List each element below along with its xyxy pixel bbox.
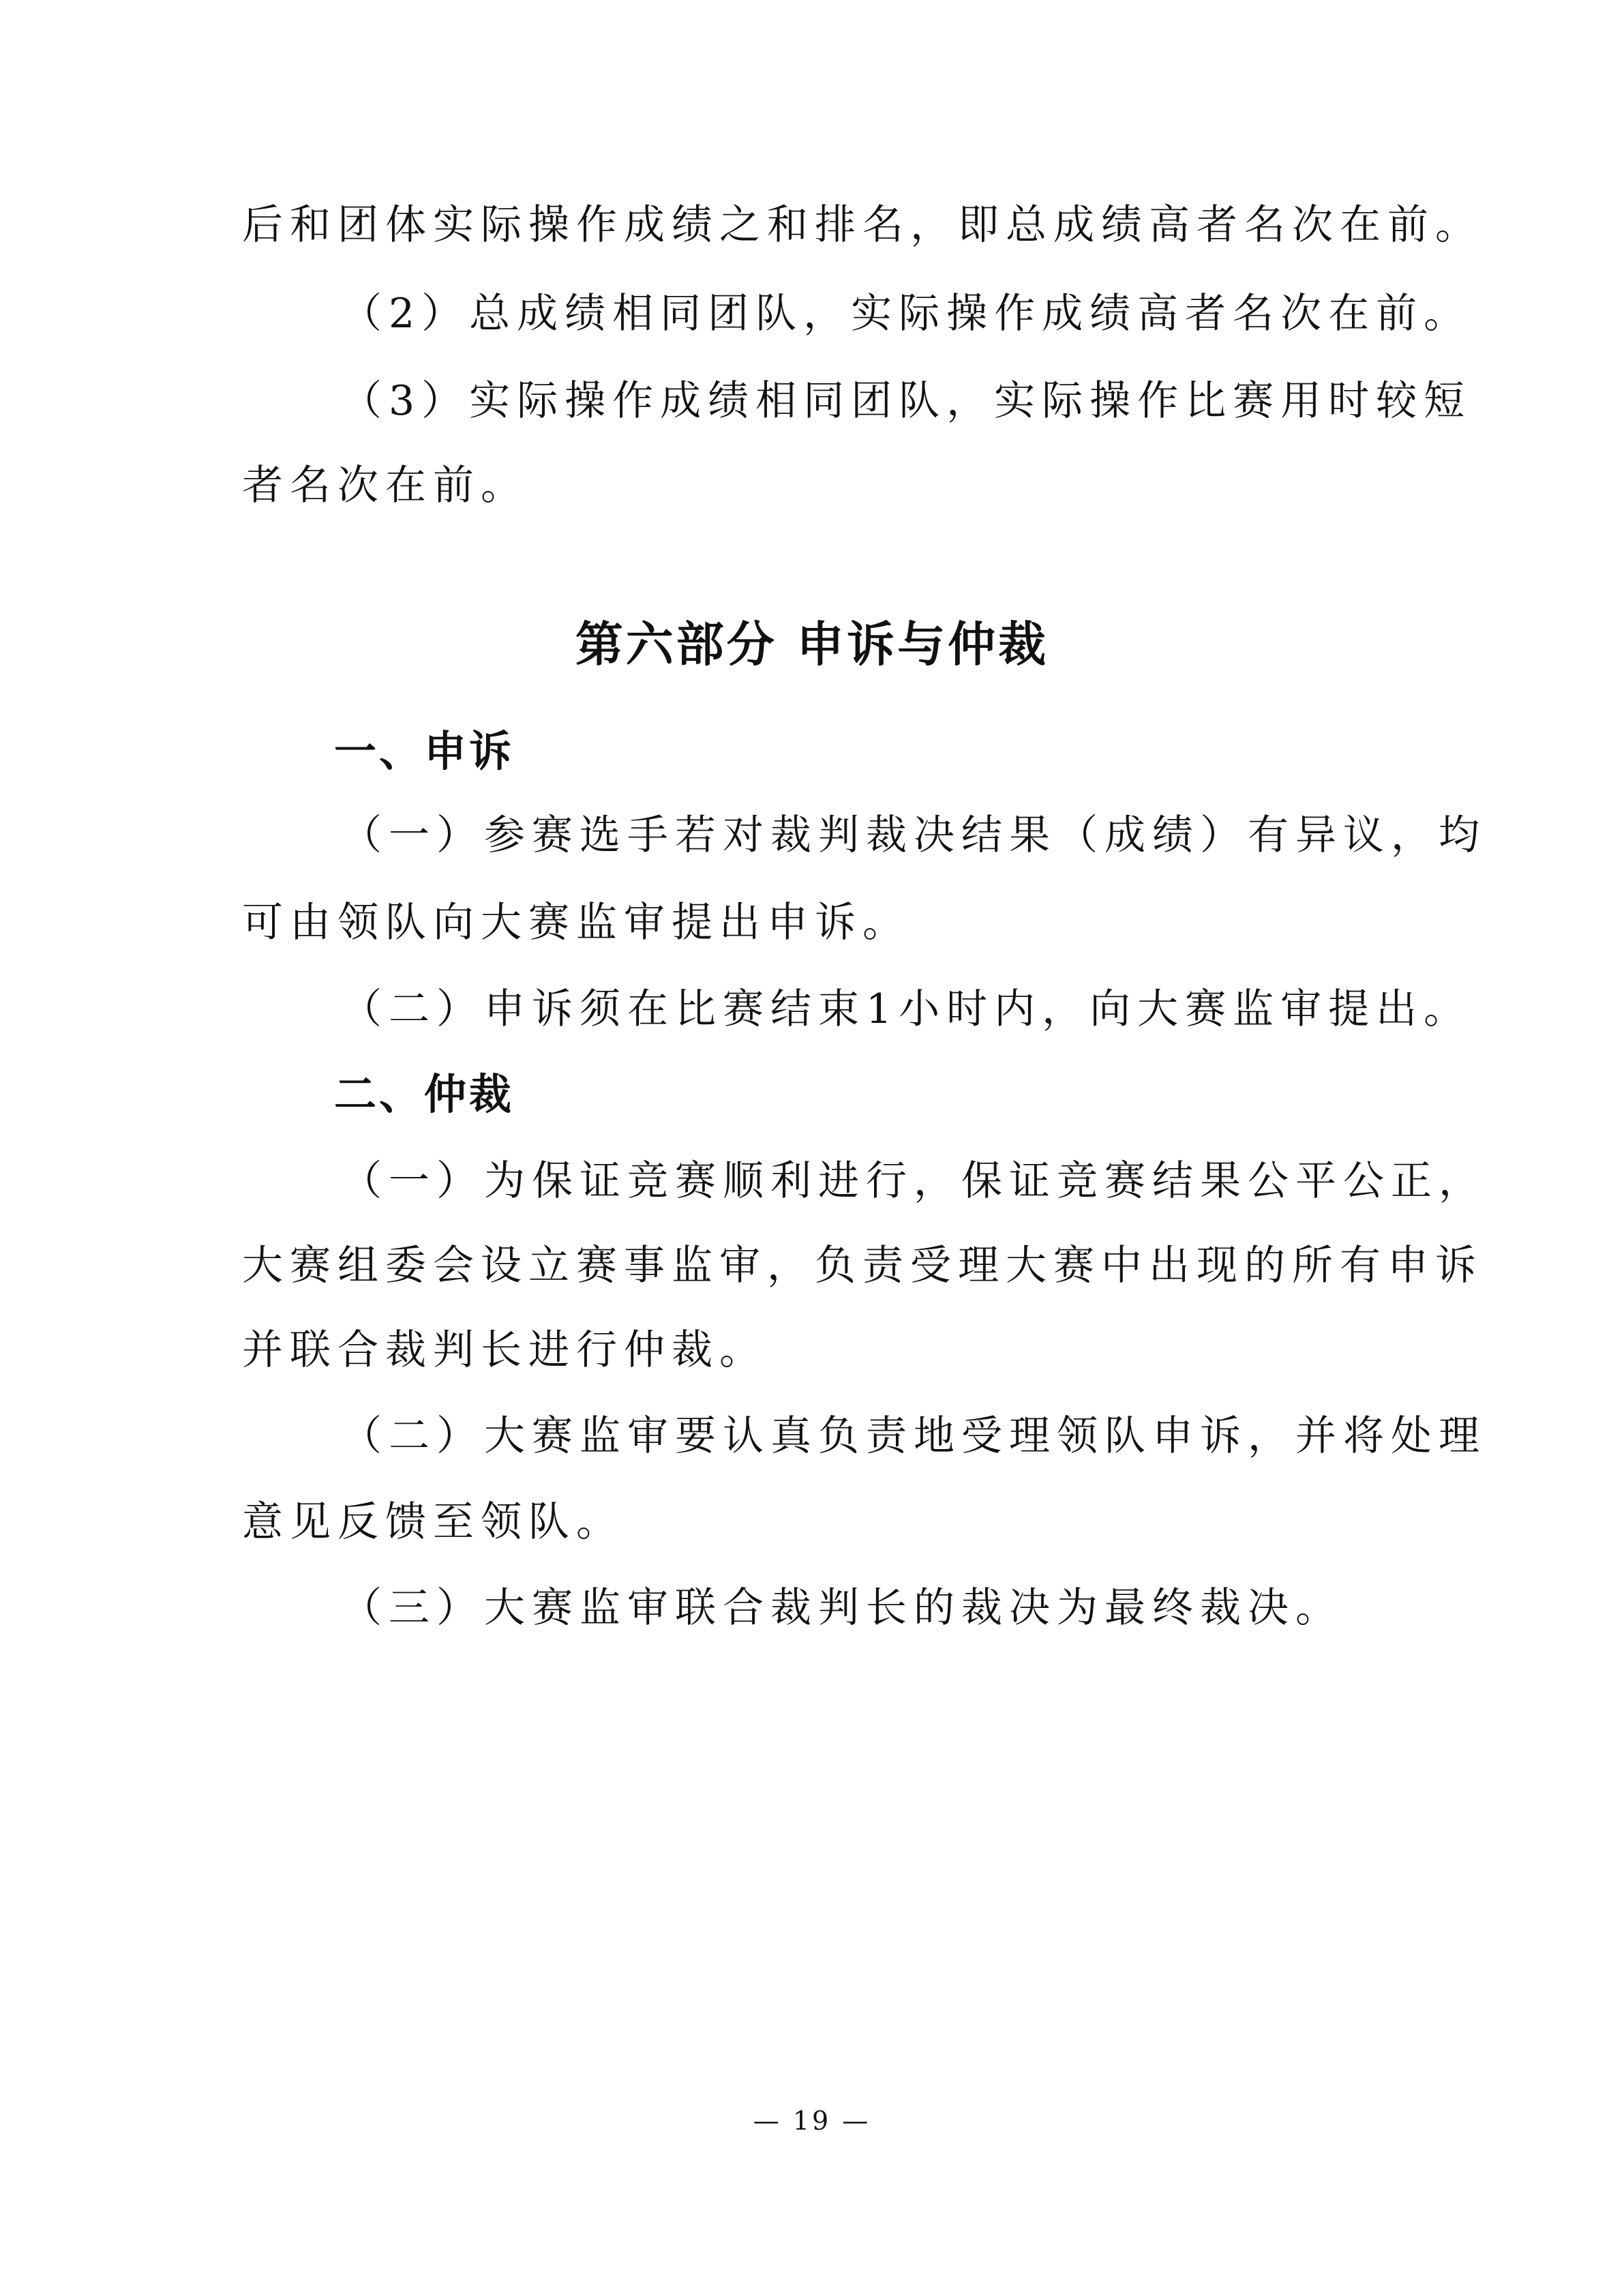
arbitration-heading: 二、仲裁	[334, 1069, 515, 1119]
body-text-line: 者名次在前。	[242, 462, 528, 509]
body-text-line: 可由领队向大赛监审提出申诉。	[242, 899, 910, 946]
body-text-line: （2）总成绩相同团队，实际操作成绩高者名次在前。	[341, 290, 1472, 338]
body-text-line: （三）大赛监审联合裁判长的裁决为最终裁决。	[341, 1584, 1343, 1632]
page-number: — 19 —	[753, 2106, 871, 2136]
body-text-line: （二）大赛监审要认真负责地受理领队申诉，并将处理	[341, 1412, 1486, 1460]
body-text-line: （一）参赛选手若对裁判裁决结果（成绩）有异议，均	[341, 811, 1486, 859]
body-text-line: （二）申诉须在比赛结束1小时内，向大赛监审提出。	[341, 985, 1472, 1033]
body-text-line: 后和团体实际操作成绩之和排名，即总成绩高者名次在前。	[242, 201, 1483, 249]
body-text-line: （一）为保证竞赛顺利进行，保证竞赛结果公平公正，	[341, 1157, 1486, 1205]
body-text-line: 并联合裁判长进行仲裁。	[242, 1326, 767, 1374]
section-title: 第六部分 申诉与仲裁	[575, 616, 1049, 672]
body-text-line: 意见反馈至领队。	[242, 1498, 624, 1546]
body-text-line: 大赛组委会设立赛事监审，负责受理大赛中出现的所有申诉	[242, 1242, 1483, 1289]
body-text-line: （3）实际操作成绩相同团队，实际操作比赛用时较短	[341, 377, 1472, 425]
appeal-heading: 一、申诉	[334, 726, 515, 776]
